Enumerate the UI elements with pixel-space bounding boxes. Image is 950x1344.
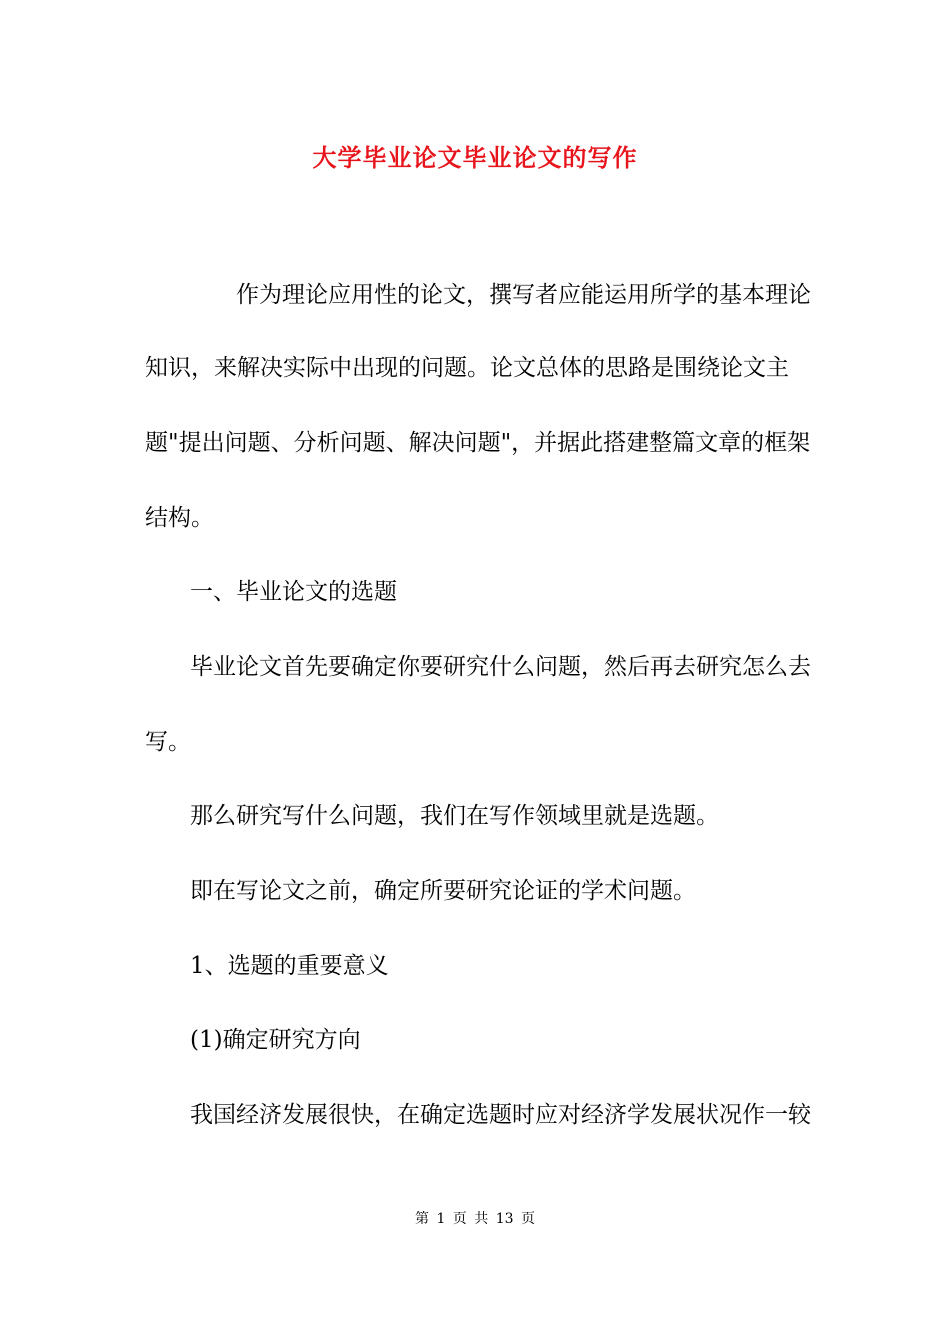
paragraph-line: 写。: [145, 729, 191, 755]
subsection-heading: 1、选题的重要意义: [190, 953, 389, 979]
page-footer: 第 1 页 共 13 页: [415, 1211, 535, 1227]
paragraph-line: 我国经济发展很快，在确定选题时应对经济学发展状况作一较: [190, 1102, 811, 1128]
paragraph-line: 作为理论应用性的论文，撰写者应能运用所学的基本理论: [236, 282, 811, 308]
paragraph-line: 即在写论文之前，确定所要研究论证的学术问题。: [190, 878, 696, 904]
subsection-heading: (1)确定研究方向: [190, 1027, 361, 1053]
paragraph-line: 毕业论文首先要确定你要研究什么问题，然后再去研究怎么去: [190, 654, 811, 680]
paragraph-line: 结构。: [145, 505, 214, 531]
paragraph-line: 那么研究写什么问题，我们在写作领域里就是选题。: [190, 803, 719, 829]
section-heading: 一、毕业论文的选题: [190, 579, 397, 605]
paragraph-line: 知识，来解决实际中出现的问题。论文总体的思路是围绕论文主: [145, 355, 789, 381]
paragraph-line: 题"提出问题、分析问题、解决问题"，并据此搭建整篇文章的框架: [145, 430, 811, 456]
document-title: 大学毕业论文毕业论文的写作: [312, 143, 638, 172]
